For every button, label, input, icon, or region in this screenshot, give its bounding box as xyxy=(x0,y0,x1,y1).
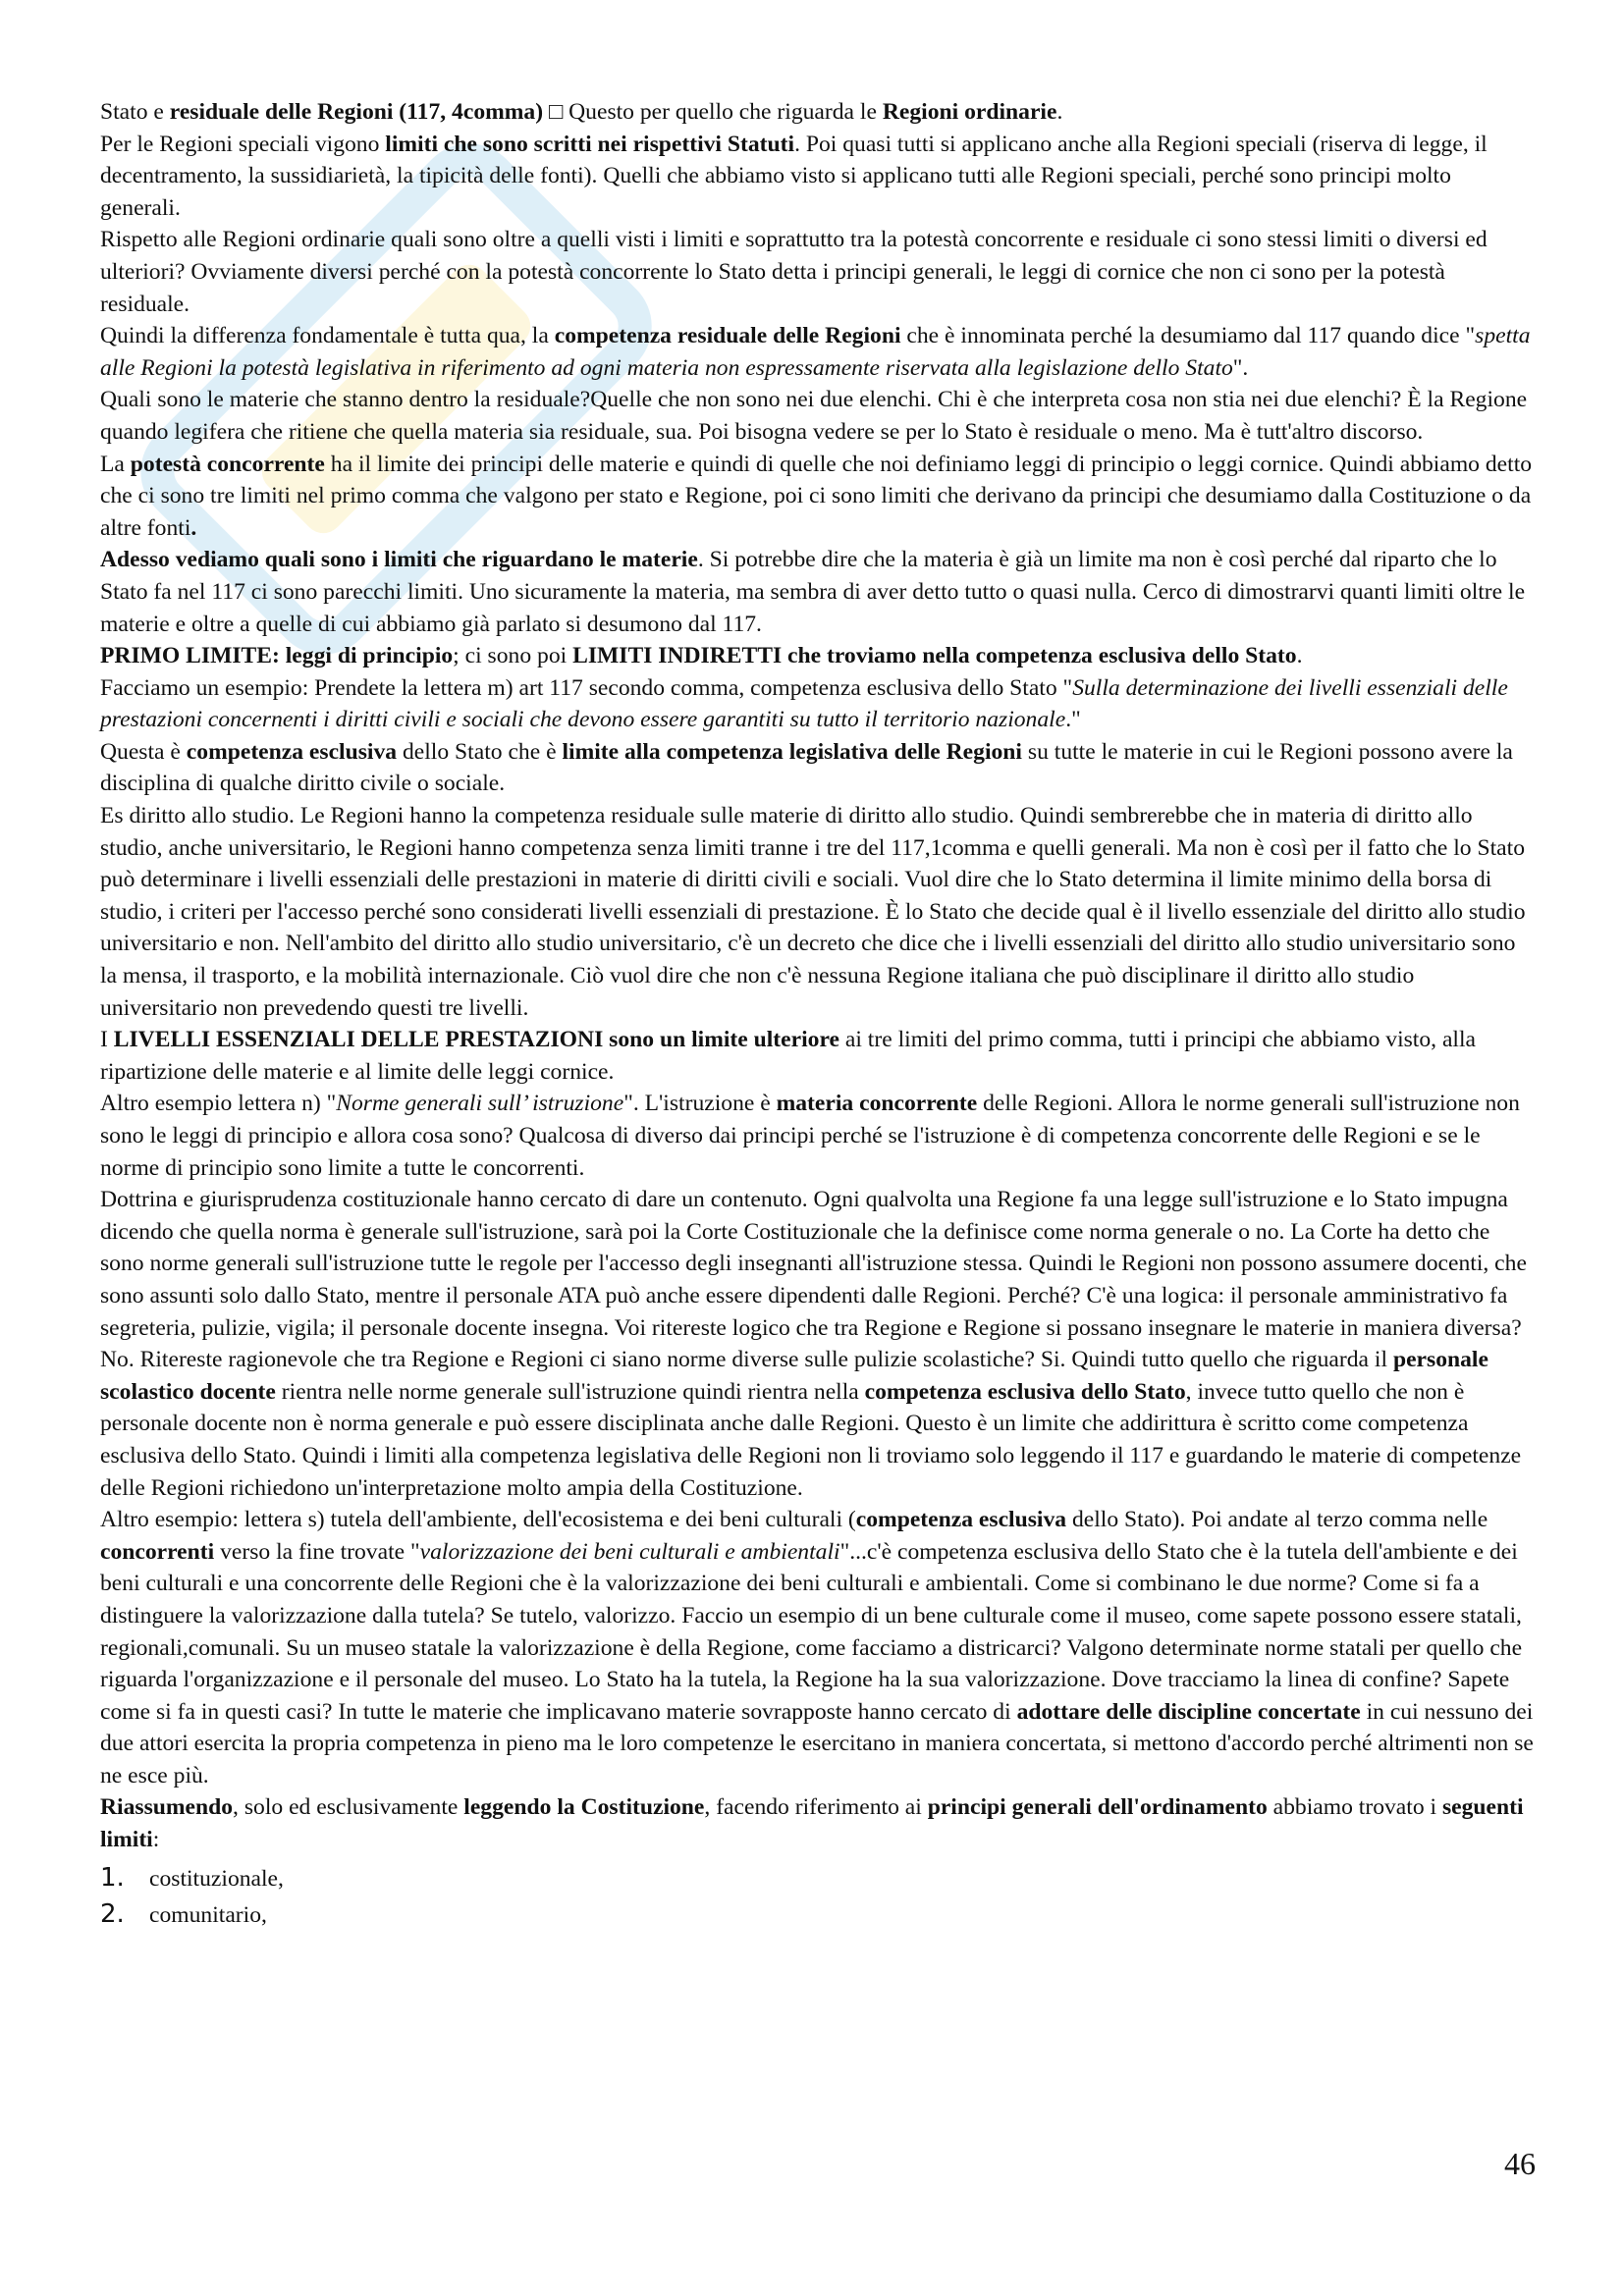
text-run: che è innominata perché la desumiamo dal 117 quando dice " xyxy=(900,323,1476,349)
text-run: □ Questo per quello che riguarda le xyxy=(543,99,883,125)
bold-text: Riassumendo xyxy=(100,1794,234,1821)
text-run: . Poi quasi tutti si applicano anche alla Regioni speciali (riserva di legge, il decentramento, la sussidiarietà, la tipicità delle fonti). Quelli che abbiamo visto si applicano tutti alle Regioni speciali, perché sono principi molto generali. xyxy=(100,131,1488,221)
bold-text: principi generali dell'ordinamento xyxy=(927,1794,1268,1821)
bold-text: competenza residuale delle Regioni xyxy=(554,323,901,349)
bold-text: PRIMO LIMITE: leggi di principio xyxy=(100,643,454,669)
text-run: in cui nessuno dei due attori esercita la propria competenza in pieno ma le loro competenze le esercitano in maniera concertata, si mettono d'accordo perché altrimenti non se ne esce più. xyxy=(100,1698,1534,1789)
bold-text: Adesso vediamo quali sono i limiti che riguardano le materie xyxy=(100,547,698,573)
paragraph xyxy=(100,449,1534,545)
bold-text: leggendo la Costituzione xyxy=(463,1794,705,1821)
text-run: ". L'istruzione è xyxy=(623,1091,777,1117)
list-text: costituzionale, xyxy=(149,1865,284,1892)
text-run: Dottrina e giurisprudenza costituzionale hanno cercato di dare un contenuto. Ogni qualvolta una Regione fa una legge sull'istruzione e lo Stato impugna dicendo che quella norma è generale sull'istruzione, sarà poi la Corte Costituzionale che la definisce come norma generale o no. La Corte ha detto che sono norme generali sull'istruzione tutte le regole per l'accesso degli insegnanti all'istruzione stessa. Quindi le Regioni non possono assumere docenti, che sono assunti solo dallo Stato, mentre il personale ATA può anche essere dipendenti dalle Regioni. Perché? C'è una logica: il personale amministrativo fa segreteria, pulizie, vigila; il personale docente insegna. Voi ritereste logico che tra Regione e Regione si possano insegnare le materie in maniera diversa? No. Ritereste ragionevole che tra Regione e Regioni ci siano norme diverse sulle pulizie scolastiche? Si. Quindi tutto quello che riguarda il xyxy=(100,1187,1527,1373)
text-run: ." xyxy=(1065,707,1081,733)
paragraph xyxy=(100,384,1534,448)
bold-text: adottare delle discipline concertate xyxy=(1016,1698,1361,1725)
italic-text: valorizzazione dei beni culturali e ambientali xyxy=(419,1538,840,1565)
bold-text: LIMITI INDIRETTI che troviamo nella competenza esclusiva dello Stato xyxy=(572,643,1297,669)
text-run: "...c'è competenza esclusiva dello Stato che è la tutela dell'ambiente e dei beni culturali e una concorrente delle Regioni che è la valorizzazione dei beni culturali e ambientali. Come si combinano le due norme? Come si fa a distinguere la valorizzazione dalla tutela? Se tutelo, valorizzo. Faccio un esempio di un bene culturale come il museo, come sapete possono essere statali, regionali,comunali. Su un museo statale la valorizzazione è della Regione, come facciamo a districarci? Valgono determinate norme statali per quello che riguarda l'organizzazione e il personale del museo. Lo Stato ha la tutela, la Regione ha la sua valorizzazione. Dove tracciamo la linea di confine? Sapete come si fa in questi casi? In tutte le materie che implicavano materie sovrapposte hanno cercato di xyxy=(100,1538,1523,1725)
bold-text: materia concorrente xyxy=(776,1091,978,1117)
list-number: 1. xyxy=(100,1862,125,1893)
list-text: comunitario, xyxy=(149,1901,267,1928)
bold-text: residuale delle Regioni (117, 4comma) xyxy=(169,99,544,125)
text-run: Quali sono le materie che stanno dentro la residuale?Quelle che non sono nei due elenchi. Chi è che interpreta cosa non stia nei due elenchi? È la Regione quando legifera che ritiene che quella materia sia residuale, sua. Poi bisogna vedere se per lo Stato è residuale o meno. Ma è tutt'altro discorso. xyxy=(100,387,1528,445)
list-item xyxy=(100,1896,1534,1933)
text-run: abbiamo trovato i xyxy=(1267,1794,1442,1821)
bold-text: limiti che sono scritti nei rispettivi Statuti xyxy=(385,131,795,157)
text-run: delle Regioni. Allora le norme generali sull'istruzione non sono le leggi di principio e allora cosa sono? Qualcosa di diverso dai principi perché se l'istruzione è di competenza concorrente delle Regioni e se le norme di principio sono limite a tutte le concorrenti. xyxy=(100,1091,1520,1181)
text-run: . xyxy=(1296,643,1303,669)
text-run: I xyxy=(100,1027,114,1053)
document-page xyxy=(100,96,1534,1933)
text-run: Altro esempio lettera n) " xyxy=(100,1091,337,1117)
text-run: Questa è xyxy=(100,738,187,765)
bold-text: competenza esclusiva xyxy=(186,738,398,765)
limits-list xyxy=(100,1860,1534,1933)
bold-text: Regioni ordinarie xyxy=(882,99,1057,125)
text-run: ai tre limiti del primo comma, tutti i principi che abbiamo visto, alla ripartizione delle materie e al limite delle leggi cornice. xyxy=(100,1027,1477,1085)
text-run: Stato e xyxy=(100,99,170,125)
bold-text: competenza esclusiva xyxy=(855,1507,1067,1533)
text-run: Facciamo un esempio: Prendete la lettera m) art 117 secondo comma, competenza esclusiva dello Stato " xyxy=(100,674,1073,701)
text-run: su tutte le materie in cui le Regioni possono avere la disciplina di qualche diritto civile o sociale. xyxy=(100,738,1513,797)
bold-text: concorrenti xyxy=(100,1538,215,1565)
bold-text: . xyxy=(190,514,197,541)
list-item xyxy=(100,1860,1534,1896)
text-run: , invece tutto quello che non è personale docente non è norma generale e può essere disciplinata anche dalle Regioni. Questo è un limite che addirittura è scritto come competenza esclusiva dello Stato. Quindi i limiti alla competenza legislativa delle Regioni non li troviamo solo leggendo il 117 e guardando le materie di competenze delle Regioni richiedono un'interpretazione molto ampia della Costituzione. xyxy=(100,1378,1522,1501)
italic-text: spetta alle Regioni la potestà legislativa in riferimento ad ogni materia non espressamente riservata alla legislazione dello Stato xyxy=(100,323,1531,381)
paragraph xyxy=(100,800,1534,1024)
text-run: verso la fine trovate " xyxy=(214,1538,420,1565)
paragraph xyxy=(100,544,1534,640)
paragraph xyxy=(100,672,1534,736)
italic-text: Sulla determinazione dei livelli essenziali delle prestazioni concernenti i diritti civili e sociali che devono essere garantiti su tutto il territorio nazionale xyxy=(100,674,1508,733)
paragraph xyxy=(100,224,1534,320)
text-run: rientra nelle norme generale sull'istruzione quindi rientra nella xyxy=(275,1378,865,1405)
text-run: Es diritto allo studio. Le Regioni hanno la competenza residuale sulle materie di diritto allo studio. Quindi sembrerebbe che in materia di diritto allo studio, anche universitario, le Regioni hanno competenza senza limiti tranne i tre del 117,1comma e quelli generali. Ma non è così per il fatto che lo Stato può determinare i livelli essenziali delle prestazioni in materie di diritti civili e sociali. Vuol dire che lo Stato determina il limite minimo della borsa di studio, i criteri per l'accesso perché sono considerati livelli essenziali di prestazione. È lo Stato che decide qual è il livello essenziale del diritto allo studio universitario e non. Nell'ambito del diritto allo studio universitario, c'è un decreto che dice che i livelli essenziali del diritto allo studio universitario sono la mensa, il trasporto, e la mobilità internazionale. Ciò vuol dire che non c'è nessuna Regione italiana che può disciplinare il diritto allo studio universitario non prevedendo questi tre livelli. xyxy=(100,803,1526,1021)
page-number: 46 xyxy=(1504,2146,1536,2181)
text-run: Rispetto alle Regioni ordinarie quali sono oltre a quelli visti i limiti e soprattutto tra la potestà concorrente e residuale ci sono stessi limiti o diversi ed ulteriori? Ovviamente diversi perché con la potestà concorrente lo Stato detta i principi generali, le leggi di cornice che non ci sono per la potestà residuale. xyxy=(100,227,1488,317)
bold-text: potestà concorrente xyxy=(130,451,325,477)
paragraph xyxy=(100,1024,1534,1088)
paragraph xyxy=(100,1504,1534,1791)
bold-text: seguenti limiti xyxy=(100,1794,1524,1853)
text-run: : xyxy=(152,1827,160,1853)
paragraph xyxy=(100,129,1534,225)
text-run: La xyxy=(100,451,131,477)
text-run: Quindi la differenza fondamentale è tutta qua, la xyxy=(100,323,555,349)
text-run: , facendo riferimento ai xyxy=(704,1794,928,1821)
text-run: . xyxy=(1056,99,1063,125)
text-run: Per le Regioni speciali vigono xyxy=(100,131,386,157)
italic-text: Norme generali sull’ istruzione xyxy=(336,1091,624,1117)
paragraph xyxy=(100,736,1534,800)
paragraph xyxy=(100,96,1534,129)
text-run: ". xyxy=(1232,354,1249,381)
text-run: ha il limite dei principi delle materie e quindi di quelle che noi definiamo leggi di principio o leggi cornice. Quindi abbiamo detto che ci sono tre limiti nel primo comma che valgono per stato e Regione, poi ci sono limiti che derivano da principi che desumiamo dalla Costituzione o da altre fonti xyxy=(100,451,1533,541)
paragraph xyxy=(100,640,1534,672)
paragraph xyxy=(100,1088,1534,1184)
text-run: dello Stato). Poi andate al terzo comma nelle xyxy=(1066,1507,1488,1533)
bold-text: limite alla competenza legislativa delle Regioni xyxy=(562,738,1022,765)
bold-text: competenza esclusiva dello Stato xyxy=(864,1378,1186,1405)
text-run: . Si potrebbe dire che la materia è già un limite ma non è così perché dal riparto che lo Stato fa nel 117 ci sono parecchi limiti. Uno sicuramente la materia, ma sembra di aver detto tutto o quasi nulla. Cerco di dimostrarvi quanti limiti oltre le materie e oltre a quelle di cui abbiamo già parlato si desumono dal 117. xyxy=(100,547,1526,637)
paragraph xyxy=(100,320,1534,384)
text-run: , solo ed esclusivamente xyxy=(233,1794,464,1821)
list-number: 2. xyxy=(100,1898,125,1929)
text-run: Altro esempio: lettera s) tutela dell'ambiente, dell'ecosistema e dei beni culturali ( xyxy=(100,1507,856,1533)
bold-text: personale scolastico docente xyxy=(100,1347,1488,1405)
paragraph xyxy=(100,1791,1534,1855)
bold-text: LIVELLI ESSENZIALI DELLE PRESTAZIONI sono un limite ulteriore xyxy=(113,1027,839,1053)
paragraph xyxy=(100,1184,1534,1504)
text-run: dello Stato che è xyxy=(397,738,563,765)
text-run: ; ci sono poi xyxy=(453,643,573,669)
